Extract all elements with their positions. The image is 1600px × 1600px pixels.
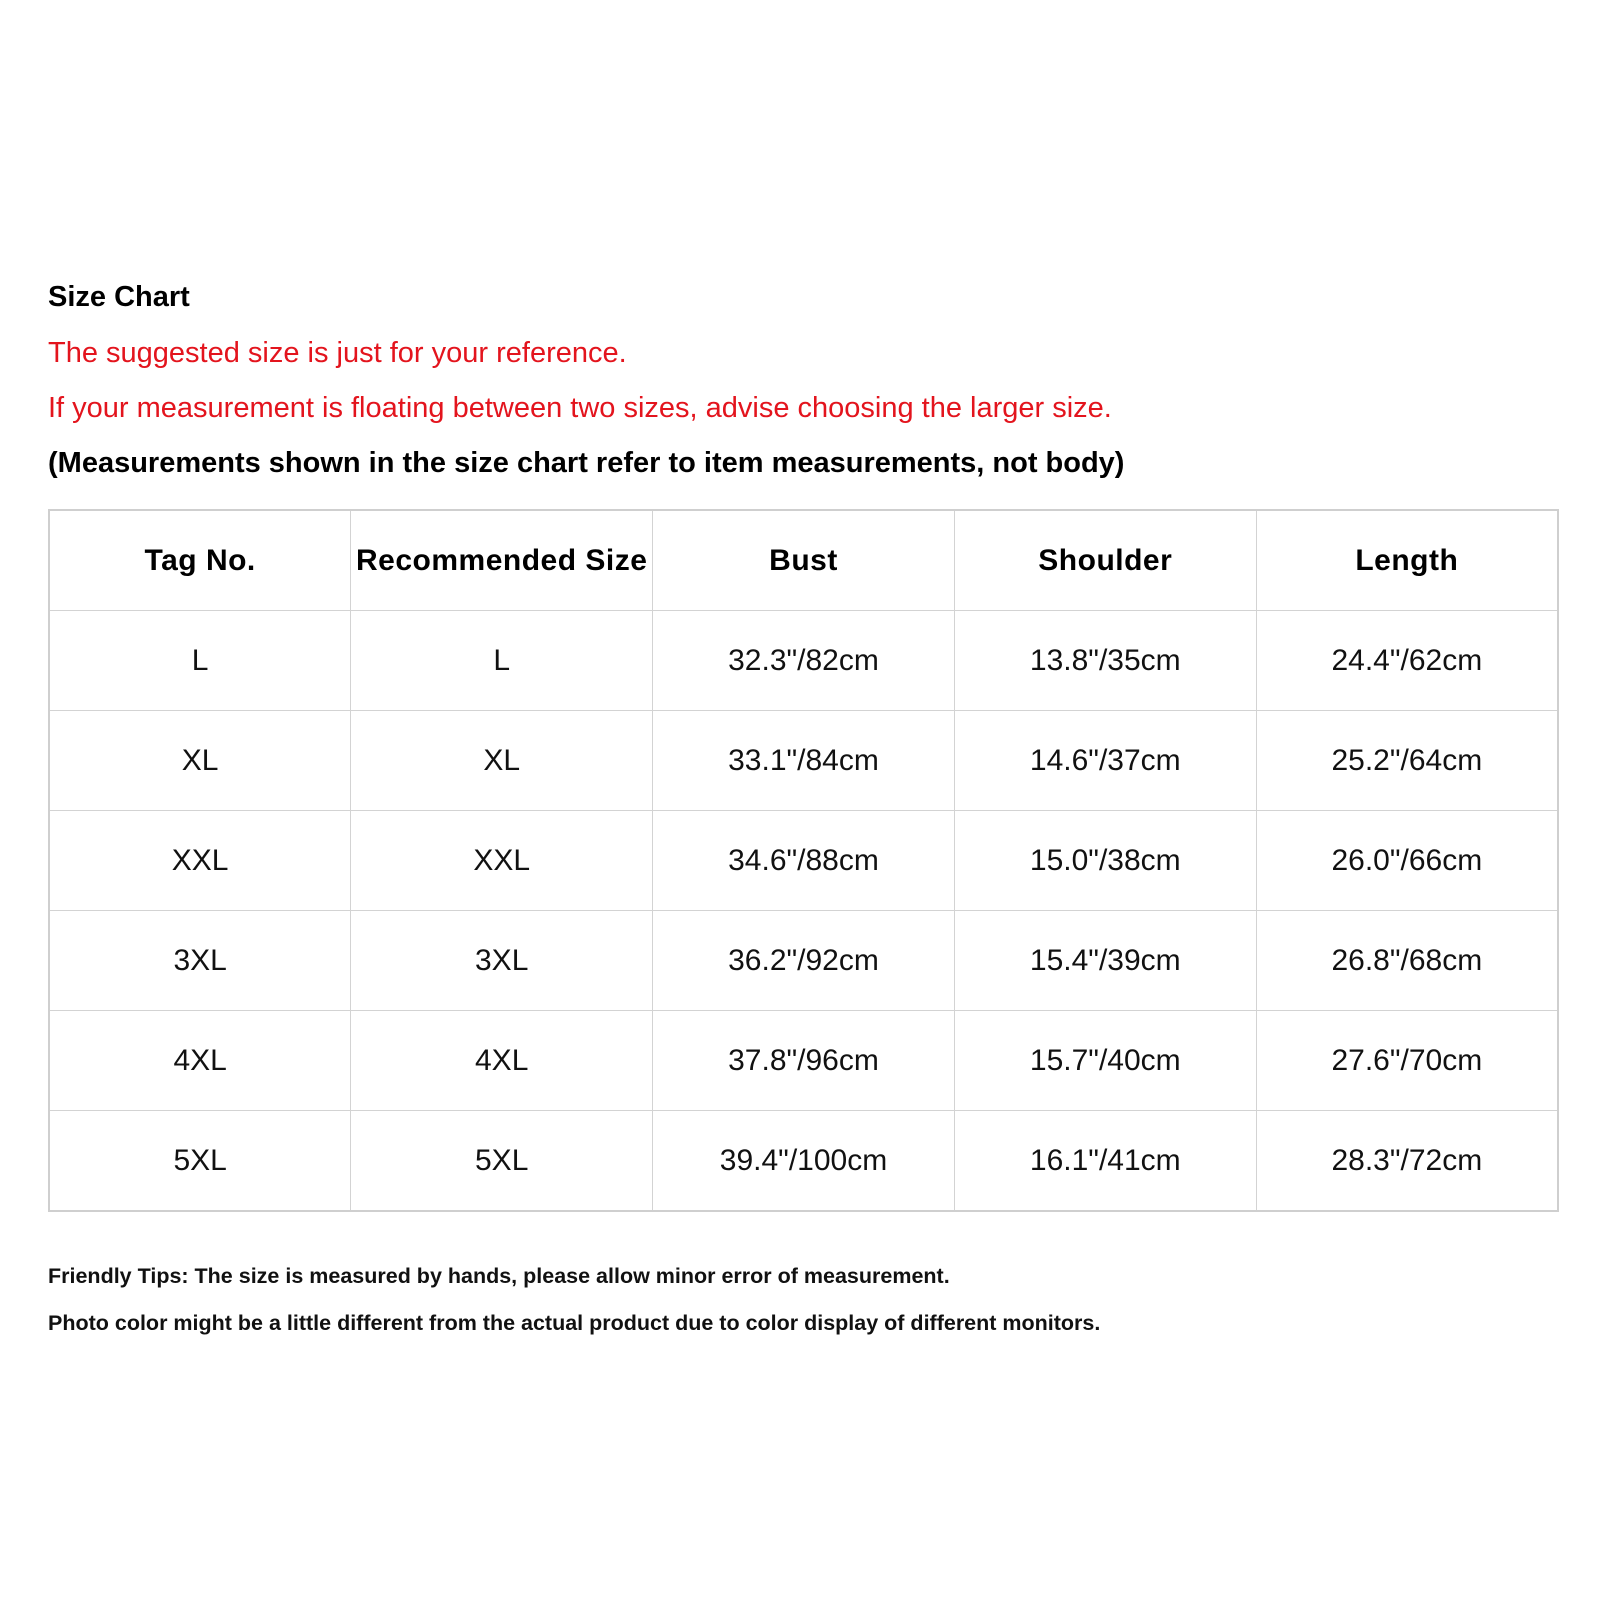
cell-bust: 32.3"/82cm [653, 611, 955, 711]
cell-tag-no: 3XL [49, 911, 351, 1011]
reference-note: The suggested size is just for your reference. [48, 337, 627, 369]
cell-shoulder: 15.7"/40cm [954, 1011, 1256, 1111]
header-recommended-size: Recommended Size [351, 510, 653, 611]
cell-recommended-size: 3XL [351, 911, 653, 1011]
cell-length: 26.0"/66cm [1256, 811, 1558, 911]
cell-shoulder: 16.1"/41cm [954, 1111, 1256, 1212]
cell-recommended-size: 4XL [351, 1011, 653, 1111]
cell-length: 24.4"/62cm [1256, 611, 1558, 711]
cell-tag-no: XL [49, 711, 351, 811]
header-length: Length [1256, 510, 1558, 611]
table-row [49, 811, 1558, 911]
cell-shoulder: 14.6"/37cm [954, 711, 1256, 811]
cell-tag-no: 4XL [49, 1011, 351, 1111]
table-row [49, 1111, 1558, 1212]
cell-tag-no: XXL [49, 811, 351, 911]
cell-length: 28.3"/72cm [1256, 1111, 1558, 1212]
cell-shoulder: 15.4"/39cm [954, 911, 1256, 1011]
cell-recommended-size: L [351, 611, 653, 711]
page-title: Size Chart [48, 281, 190, 313]
header-tag-no: Tag No. [49, 510, 351, 611]
header-shoulder: Shoulder [954, 510, 1256, 611]
cell-length: 27.6"/70cm [1256, 1011, 1558, 1111]
cell-recommended-size: XL [351, 711, 653, 811]
cell-bust: 34.6"/88cm [653, 811, 955, 911]
photo-color-note: Photo color might be a little different from the actual product due to color display of different monitors. [48, 1311, 1101, 1335]
cell-tag-no: L [49, 611, 351, 711]
larger-size-advice: If your measurement is floating between two sizes, advise choosing the larger size. [48, 392, 1112, 424]
cell-bust: 37.8"/96cm [653, 1011, 955, 1111]
size-chart-table [48, 509, 1559, 1212]
cell-shoulder: 13.8"/35cm [954, 611, 1256, 711]
cell-length: 26.8"/68cm [1256, 911, 1558, 1011]
header-bust: Bust [653, 510, 955, 611]
cell-bust: 33.1"/84cm [653, 711, 955, 811]
table-row [49, 1011, 1558, 1111]
cell-recommended-size: 5XL [351, 1111, 653, 1212]
table-header-row [49, 510, 1558, 611]
friendly-tips: Friendly Tips: The size is measured by hands, please allow minor error of measurement. [48, 1264, 950, 1288]
cell-shoulder: 15.0"/38cm [954, 811, 1256, 911]
cell-recommended-size: XXL [351, 811, 653, 911]
table-row [49, 911, 1558, 1011]
cell-bust: 39.4"/100cm [653, 1111, 955, 1212]
cell-bust: 36.2"/92cm [653, 911, 955, 1011]
cell-length: 25.2"/64cm [1256, 711, 1558, 811]
table-row [49, 611, 1558, 711]
measurement-disclaimer: (Measurements shown in the size chart refer to item measurements, not body) [48, 447, 1125, 479]
table-row [49, 711, 1558, 811]
cell-tag-no: 5XL [49, 1111, 351, 1212]
